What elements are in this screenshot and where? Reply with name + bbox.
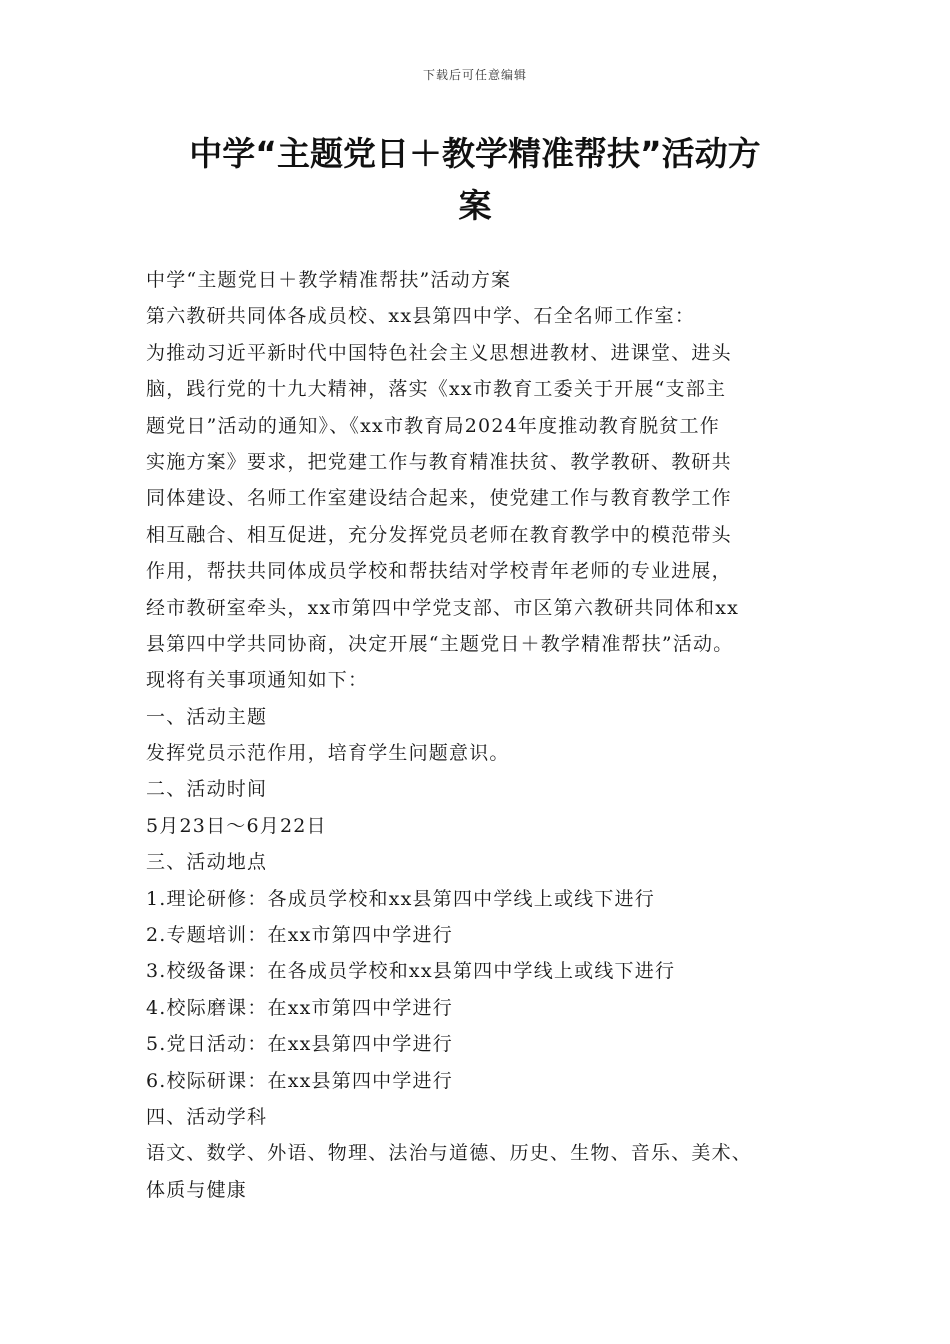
paragraph-line: 为推动习近平新时代中国特色社会主义思想进教材、进课堂、进头: [146, 341, 732, 364]
paragraph-line: 作用，帮扶共同体成员学校和帮扶结对学校青年老师的专业进展，: [146, 560, 732, 583]
location-item: 3.校级备课：在各成员学校和xx县第四中学线上或线下进行: [146, 960, 676, 983]
recipients-line: 第六教研共同体各成员校、xx县第四中学、石全名师工作室：: [146, 305, 696, 328]
section-text-time: 5月23日～6月22日: [146, 814, 327, 837]
location-item: 4.校际磨课：在xx市第四中学进行: [146, 996, 453, 1019]
section-heading-subjects: 四、活动学科: [146, 1105, 268, 1128]
title-line-1: 中学“主题党日＋教学精准帮扶”活动方: [189, 134, 761, 173]
location-item: 5.党日活动：在xx县第四中学进行: [146, 1033, 453, 1056]
header-note: 下载后可任意编辑: [422, 68, 527, 82]
section-text-theme: 发挥党员示范作用，培育学生问题意识。: [146, 742, 510, 765]
document-body: [146, 262, 826, 1208]
paragraph-line: 经市教研室牵头，xx市第四中学党支部、市区第六教研共同体和xx: [146, 596, 740, 619]
location-item: 6.校际研课：在xx县第四中学进行: [146, 1069, 453, 1092]
section-heading-time: 二、活动时间: [146, 778, 268, 801]
section-heading-theme: 一、活动主题: [146, 705, 268, 728]
section-heading-location: 三、活动地点: [146, 851, 268, 874]
paragraph-line: 实施方案》要求，把党建工作与教育精准扶贫、教学教研、教研共: [146, 450, 732, 473]
paragraph-line: 脑，践行党的十九大精神，落实《xx市教育工委关于开展“支部主: [146, 378, 727, 401]
location-item: 2.专题培训：在xx市第四中学进行: [146, 924, 453, 947]
section-text-subjects: 语文、数学、外语、物理、法治与道德、历史、生物、音乐、美术、: [146, 1142, 753, 1165]
document-title: [150, 128, 800, 232]
paragraph-line: 题党日”活动的通知》、《xx市教育局2024年度推动教育脱贫工作: [146, 414, 720, 437]
location-item: 1.理论研修：各成员学校和xx县第四中学线上或线下进行: [146, 887, 655, 910]
paragraph-line: 县第四中学共同协商，决定开展“主题党日＋教学精准帮扶”活动。: [146, 632, 734, 655]
paragraph-line: 现将有关事项通知如下：: [146, 669, 369, 692]
paragraph-line: 相互融合、相互促进，充分发挥党员老师在教育教学中的模范带头: [146, 523, 732, 546]
doc-subtitle: 中学“主题党日＋教学精准帮扶”活动方案: [146, 269, 512, 291]
title-line-2: 案: [458, 186, 492, 225]
paragraph-line: 同体建设、名师工作室建设结合起来，使党建工作与教育教学工作: [146, 487, 732, 510]
section-text-subjects: 体质与健康: [146, 1178, 248, 1201]
